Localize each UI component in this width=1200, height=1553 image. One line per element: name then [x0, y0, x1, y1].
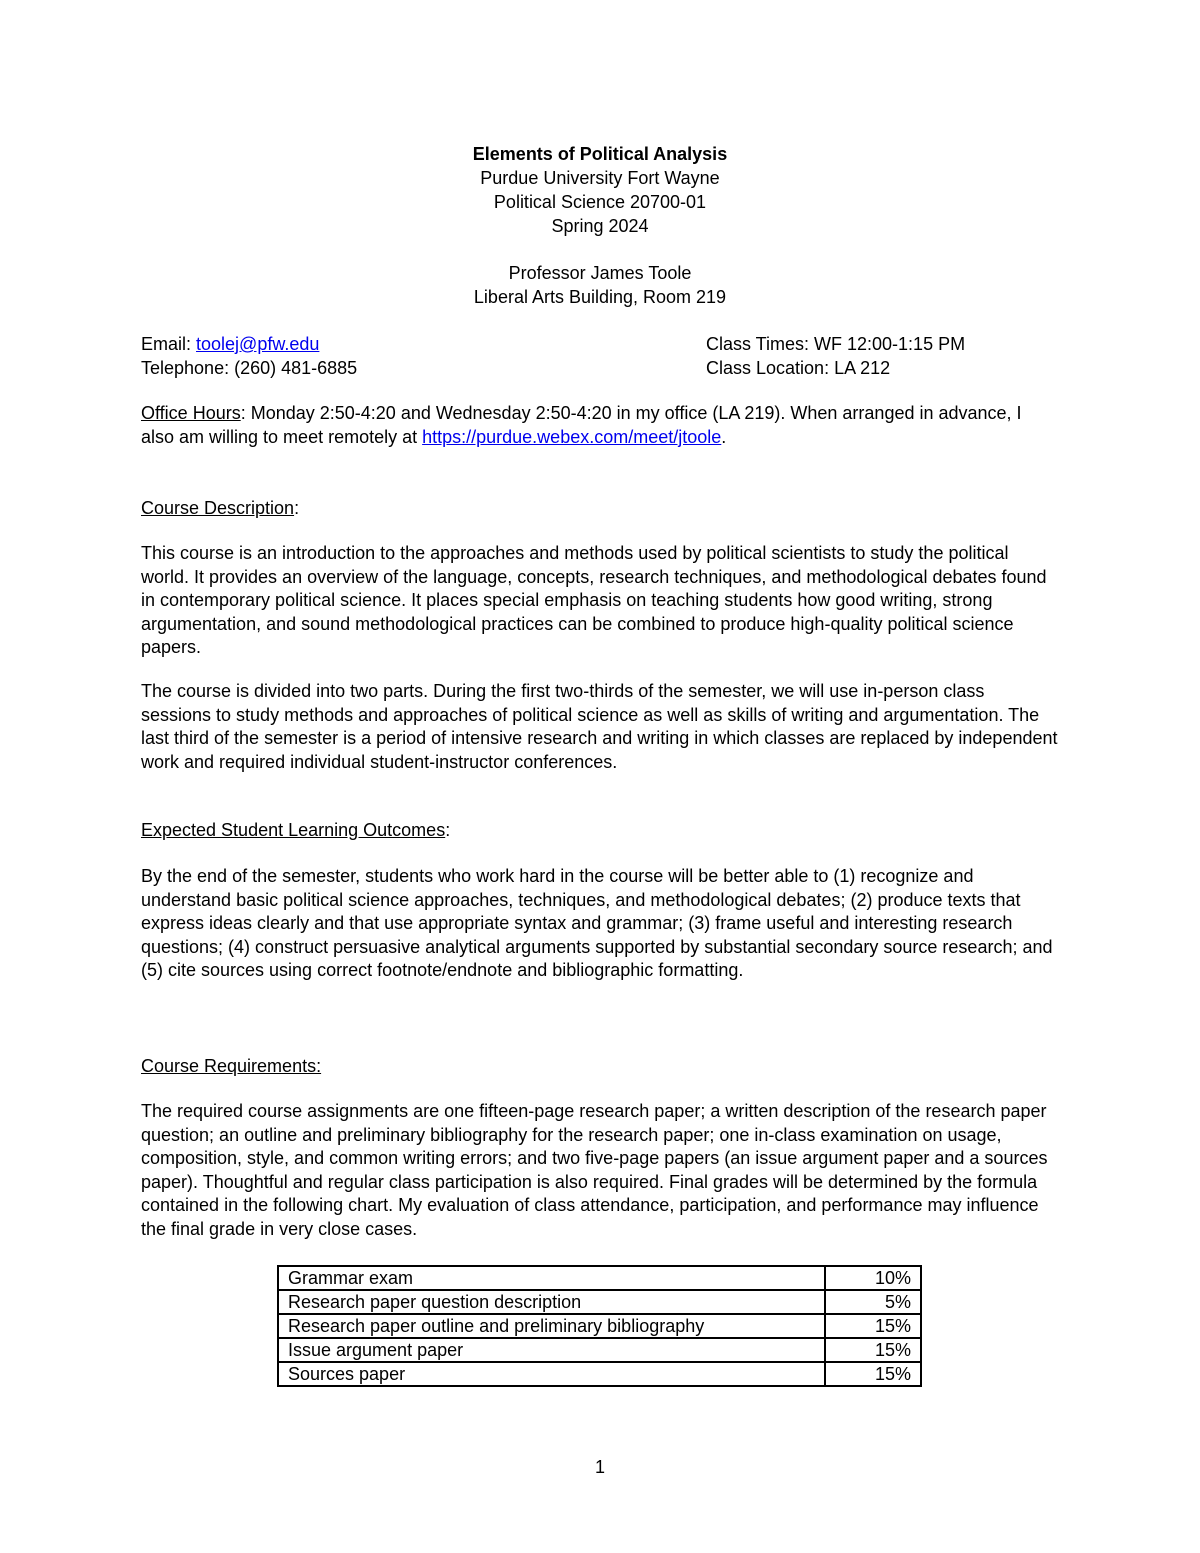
learning-outcomes-paragraph: By the end of the semester, students who work hard in the course will be better able to (1) recognize and understand basic political science approaches, techniques, and methodological debates; (2) produce texts that express ideas clearly and that use appropriate syntax and grammar; (3) frame useful and interesting research questions; (4) construct persuasive analytical arguments supported by substantial secondary source research; and (5) cite sources using correct footnote/endnote and bibliographic formatting.: [141, 866, 1053, 980]
table-row: [278, 1362, 921, 1386]
course-requirements-heading: Course Requirements:: [141, 1056, 322, 1076]
term: Spring 2024: [551, 216, 649, 236]
grade-item: Research paper outline and preliminary bibliography: [278, 1314, 825, 1338]
document-title: Elements of Political Analysis: [472, 144, 728, 164]
office-location: Liberal Arts Building, Room 219: [473, 287, 727, 307]
email-line: [141, 332, 319, 356]
grade-item: Issue argument paper: [278, 1338, 825, 1362]
grade-item: Sources paper: [278, 1362, 825, 1386]
page-number: 1: [594, 1457, 605, 1477]
email-link[interactable]: toolej@pfw.edu: [196, 334, 320, 354]
office-hours-text: Monday 2:50-4:20 and Wednesday 2:50-4:20 in my office (LA 219). When arranged in advance, I also am willing to meet remotely at: [141, 403, 1022, 447]
table-row: [278, 1290, 921, 1314]
grade-percent: 10%: [825, 1266, 921, 1290]
grade-percent: 15%: [825, 1362, 921, 1386]
course-number: Political Science 20700-01: [493, 192, 707, 212]
course-requirements-paragraph: The required course assignments are one fifteen-page research paper; a written description of the research paper question; an outline and preliminary bibliography for the research paper; one in-class examination on usage, composition, style, and common writing errors; and two five-page papers (an issue argument paper and a sources paper). Thoughtful and regular class participation is also required. Final grades will be determined by the formula contained in the following chart. My evaluation of class attendance, participation, and performance may influence the final grade in very close cases.: [141, 1101, 1048, 1239]
course-description-paragraph-2: The course is divided into two parts. During the first two-thirds of the semester, we will use in-person class sessions to study methods and approaches of political science as well as skills of writing and argumentation. The last third of the semester is a period of intensive research and writing in which classes are replaced by independent work and required individual student-instructor conferences.: [141, 681, 1058, 772]
grade-item: Grammar exam: [278, 1266, 825, 1290]
professor-name: Professor James Toole: [508, 263, 692, 283]
table-row: [278, 1314, 921, 1338]
webex-link[interactable]: https://purdue.webex.com/meet/jtoole: [422, 426, 722, 447]
grade-item: Research paper question description: [278, 1290, 825, 1314]
grade-percent: 15%: [825, 1338, 921, 1362]
grade-weights-table: [277, 1265, 922, 1387]
course-description-heading: Course Description:: [141, 498, 300, 518]
email-label: Email:: [141, 334, 197, 354]
grade-percent: 15%: [825, 1314, 921, 1338]
course-description-paragraph-1: This course is an introduction to the approaches and methods used by political scientists to study the political world. It provides an overview of the language, concepts, research techniques, and methodological debates found in contemporary political science. It places special emphasis on teaching students how good writing, strong argumentation, and sound methodological practices can be combined to produce high-quality political science papers.: [141, 543, 1047, 657]
office-hours: Office Hours: Monday 2:50-4:20 and Wednesday 2:50-4:20 in my office (LA 219). When arranged in advance, I also am willing to meet remotely at https://purdue.webex.com/meet/jtoole.: [141, 403, 1022, 447]
telephone: Telephone: (260) 481-6885: [141, 358, 358, 378]
table-row: [278, 1266, 921, 1290]
office-hours-label: Office Hours: [141, 403, 241, 423]
learning-outcomes-heading: Expected Student Learning Outcomes:: [141, 820, 451, 840]
class-location: Class Location: LA 212: [706, 358, 891, 378]
university-name: Purdue University Fort Wayne: [480, 168, 720, 188]
table-row: [278, 1338, 921, 1362]
class-times: Class Times: WF 12:00-1:15 PM: [706, 334, 966, 354]
grade-percent: 5%: [825, 1290, 921, 1314]
